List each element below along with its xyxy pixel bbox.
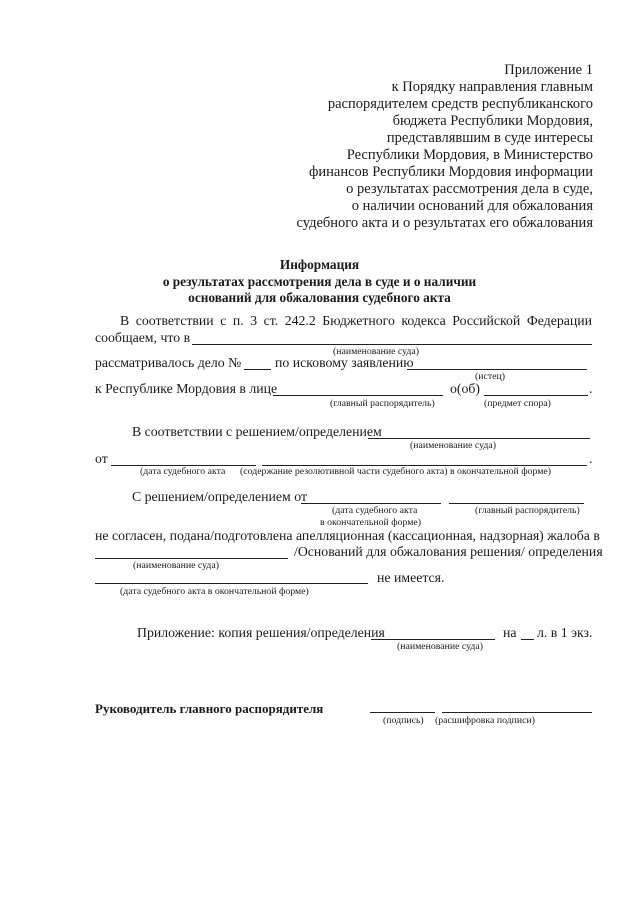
- appendix-line: о наличии оснований для обжалования: [351, 198, 593, 214]
- date-field-2: [301, 503, 441, 504]
- hint-attachment-court: (наименование суда): [397, 641, 484, 652]
- para1-line2: сообщаем, что в: [95, 330, 191, 345]
- hint-plaintiff: (истец): [475, 371, 505, 382]
- hint-court: (наименование суда): [333, 346, 420, 357]
- para3-line3: /Оснований для обжалования решения/ определения: [294, 544, 603, 559]
- title-line: оснований для обжалования судебного акта: [188, 290, 451, 305]
- signature-title: Руководитель главного распорядителя: [95, 701, 324, 716]
- hint-date-2: в окончательной форме): [320, 517, 422, 528]
- signature-decode-field: [442, 712, 592, 713]
- attachment-na: на: [503, 625, 517, 640]
- plaintiff-field: [407, 369, 587, 370]
- appendix-line: Приложение 1: [504, 62, 593, 78]
- hint-subject: (предмет спора): [484, 398, 551, 409]
- appendix-line: бюджета Республики Мордовия,: [392, 113, 593, 129]
- hint-court-2: (наименование суда): [410, 440, 497, 451]
- title-line: о результатах рассмотрения дела в суде и о наличии: [162, 274, 477, 289]
- subject-field: [484, 395, 588, 396]
- hint-final-date: (дата судебного акта в окончательной форме): [120, 586, 309, 597]
- hint-content: (содержание резолютивной части судебного акта) в окончательной форме): [240, 466, 552, 477]
- appendix-line: распорядителем средств республиканского: [327, 96, 593, 112]
- appendix-line: судебного акта и о результатах его обжалования: [296, 215, 593, 231]
- para2-line2b: .: [589, 451, 593, 466]
- hint-date-1: (дата судебного акта: [332, 505, 418, 516]
- court-field-2: [368, 438, 590, 439]
- hint-manager: (главный распорядитель): [330, 398, 435, 409]
- para1-line4b: о(об): [450, 381, 481, 396]
- para1-line1: В соответствии с п. 3 ст. 242.2 Бюджетного кодекса Российской Федерации: [120, 313, 592, 328]
- final-date-field: [95, 583, 368, 584]
- appendix-line: представлявшим в суде интересы: [386, 130, 593, 146]
- attachment-label: Приложение: копия решения/определения: [137, 625, 385, 640]
- hint-date: (дата судебного акта: [140, 466, 226, 477]
- para1-line3b: по исковому заявлению: [275, 355, 414, 370]
- para3-line1: С решением/определением от: [132, 489, 307, 504]
- appendix-line: о результатах рассмотрения дела в суде,: [346, 181, 593, 197]
- appendix-line: финансов Республики Мордовия информации: [309, 164, 593, 180]
- court-field-3: [95, 558, 288, 559]
- para3-line4: не имеется.: [377, 570, 445, 585]
- appendix-line: к Порядку направления главным: [391, 79, 593, 95]
- court-field: [192, 344, 592, 345]
- manager-field-2: [449, 503, 584, 504]
- para3-line2: не согласен, подана/подготовлена апелляционная (кассационная, надзорная) жалоба в: [95, 528, 600, 543]
- attachment-court-field: [371, 639, 495, 640]
- para1-line3a: рассматривалось дело №: [95, 355, 242, 370]
- hint-signature: (подпись): [383, 715, 424, 726]
- appendix-line: Республики Мордовия, в Министерство: [346, 147, 593, 163]
- hint-manager-2: (главный распорядитель): [475, 505, 580, 516]
- para2-line2a: от: [95, 451, 108, 466]
- para1-line4a: к Республике Мордовия в лице: [95, 381, 278, 396]
- pages-count-field: [521, 639, 534, 640]
- para1-line4c: .: [589, 381, 593, 396]
- para2-line1: В соответствии с решением/определением: [132, 424, 382, 439]
- title-line: Информация: [279, 257, 360, 272]
- signature-field: [370, 712, 435, 713]
- manager-field: [273, 395, 443, 396]
- case-number-field: [244, 369, 271, 370]
- hint-court-3: (наименование суда): [133, 560, 220, 571]
- attachment-tail: л. в 1 экз.: [537, 625, 593, 640]
- hint-signature-decode: (расшифровка подписи): [435, 715, 536, 726]
